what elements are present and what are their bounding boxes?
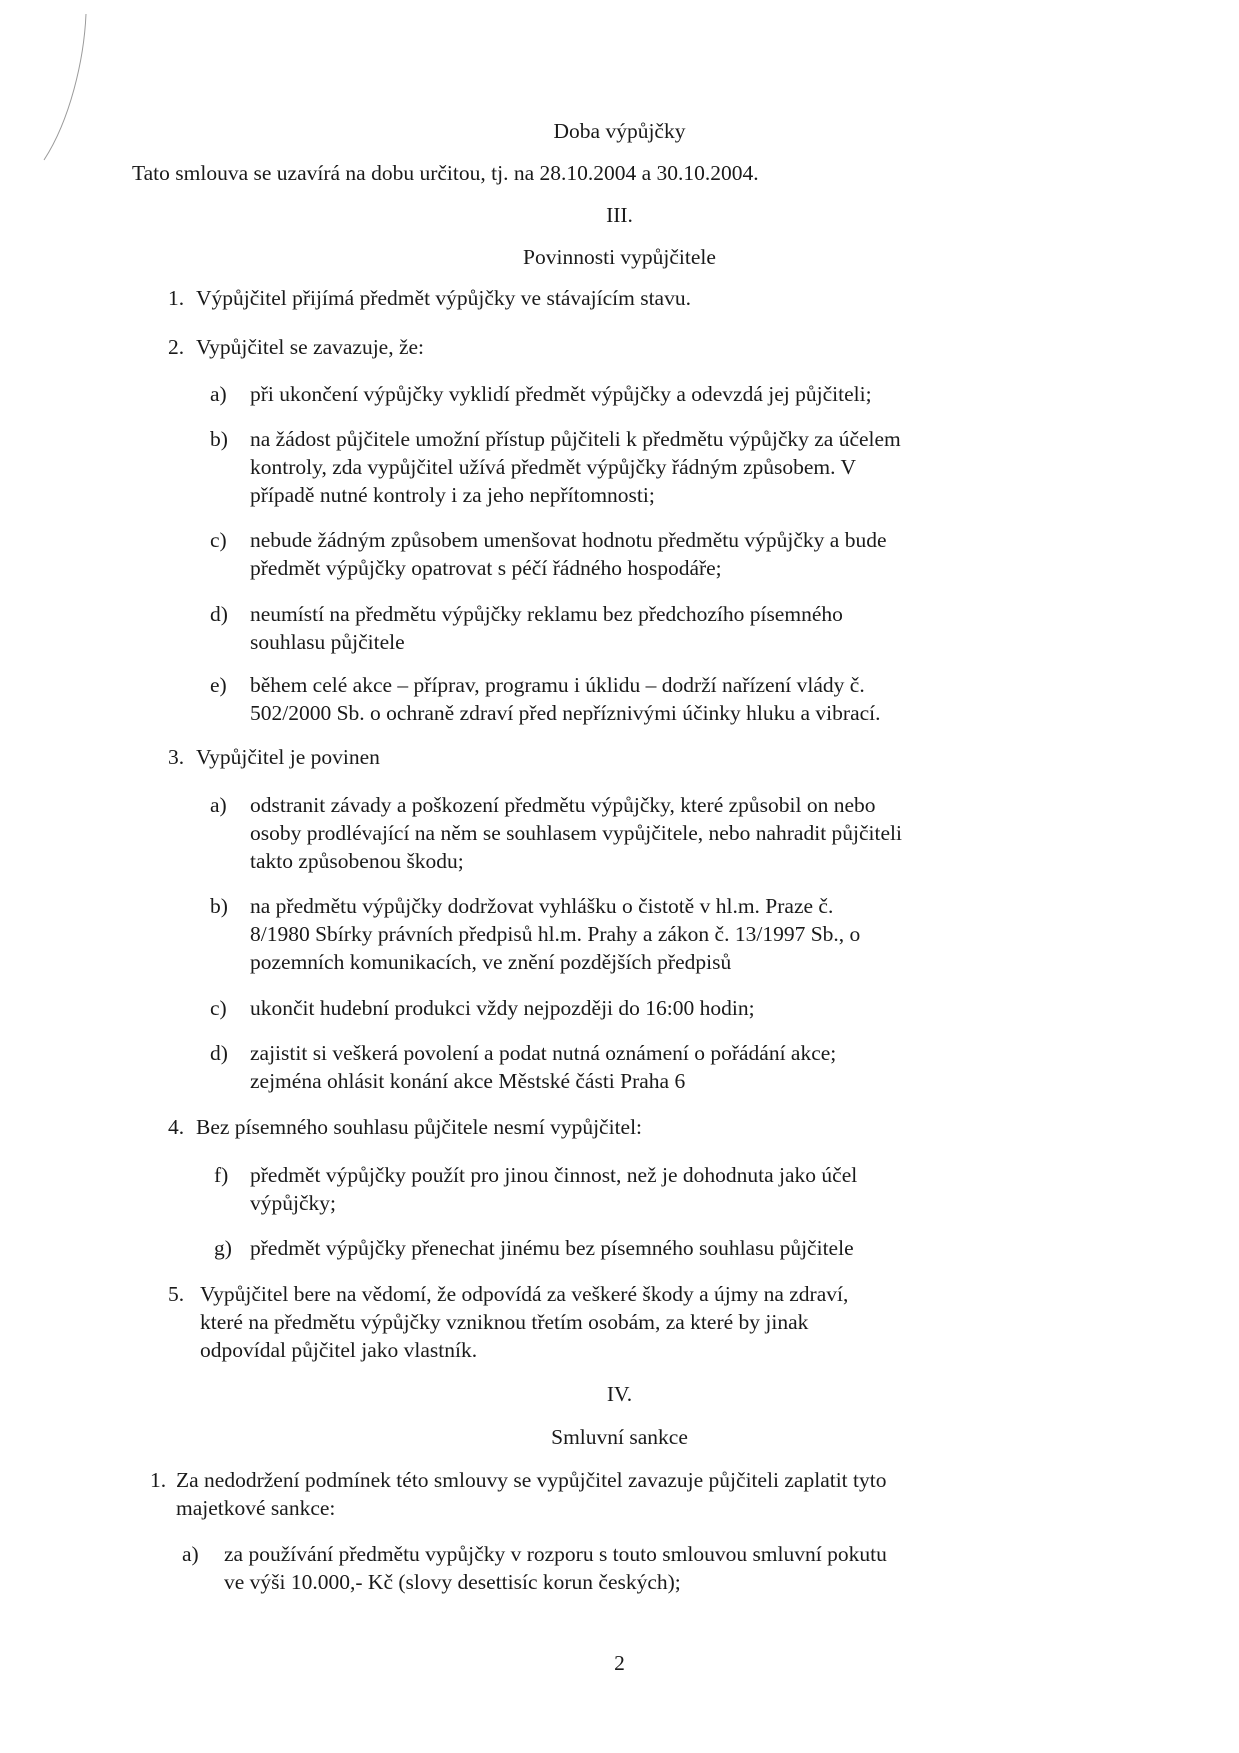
item-line: výpůjčky; <box>250 1191 336 1215</box>
item-line: zejména ohlásit konání akce Městské části Praha 6 <box>250 1069 686 1093</box>
item-line: kontroly, zda vypůjčitel užívá předmět výpůjčky řádným způsobem. V <box>250 455 857 479</box>
item-line: při ukončení výpůjčky vyklidí předmět výpůjčky a odevzdá jej půjčiteli; <box>250 382 872 406</box>
item-label: f) <box>214 1163 229 1187</box>
paragraph-number: 2. <box>168 335 185 359</box>
item-label: a) <box>210 382 227 406</box>
item-line: 502/2000 Sb. o ochraně zdraví před nepříznivými účinky hluku a vibrací. <box>250 701 881 725</box>
page-number: 2 <box>614 1651 625 1675</box>
item-line: ve výši 10.000,- Kč (slovy desettisíc korun českých); <box>224 1570 681 1594</box>
paragraph-number: 5. <box>168 1282 185 1306</box>
item-label: d) <box>210 602 228 626</box>
paragraph-text: Bez písemného souhlasu půjčitele nesmí vypůjčitel: <box>196 1115 643 1139</box>
paragraph-line: které na předmětu výpůjčky vzniknou třetím osobám, za které by jinak <box>200 1310 809 1334</box>
section-heading-povinnosti: Povinnosti vypůjčitele <box>523 245 716 269</box>
section-heading-smluvni-sankce: Smluvní sankce <box>551 1425 688 1449</box>
item-label: g) <box>214 1236 232 1260</box>
paragraph-number: 3. <box>168 745 185 769</box>
paragraph-text: Vypůjčitel se zavazuje, že: <box>196 335 425 359</box>
section-number-iii: III. <box>606 203 633 227</box>
item-line: osoby prodlévající na něm se souhlasem vypůjčitele, nebo nahradit půjčiteli <box>250 821 902 845</box>
item-line: předmět výpůjčky použít pro jinou činnost, než je dohodnuta jako účel <box>250 1163 858 1187</box>
item-line: neumístí na předmětu výpůjčky reklamu bez předchozího písemného <box>250 602 843 626</box>
item-line: předmět výpůjčky opatrovat s péčí řádného hospodáře; <box>250 556 722 580</box>
paragraph-number: 1. <box>150 1468 167 1492</box>
item-line: takto způsobenou škodu; <box>250 849 464 873</box>
section-heading-doba-vypujcky: Doba výpůjčky <box>553 119 686 143</box>
item-line: pozemních komunikacích, ve znění pozdějších předpisů <box>250 950 732 974</box>
item-line: na žádost půjčitele umožní přístup půjčiteli k předmětu výpůjčky za účelem <box>250 427 901 451</box>
item-line: zajistit si veškerá povolení a podat nutná oznámení o pořádání akce; <box>250 1041 837 1065</box>
item-line: odstranit závady a poškození předmětu výpůjčky, které způsobil on nebo <box>250 793 876 817</box>
item-label: b) <box>210 427 228 451</box>
item-line: za používání předmětu vypůjčky v rozporu s touto smlouvou smluvní pokutu <box>224 1542 887 1566</box>
item-label: c) <box>210 996 227 1020</box>
item-label: e) <box>210 673 227 697</box>
item-label: c) <box>210 528 227 552</box>
paragraph-line: odpovídal půjčitel jako vlastník. <box>200 1338 478 1362</box>
item-line: ukončit hudební produkci vždy nejpozději do 16:00 hodin; <box>250 996 755 1020</box>
paragraph-number: 1. <box>168 286 185 310</box>
item-label: b) <box>210 894 228 918</box>
section-number-iv: IV. <box>606 1382 633 1406</box>
paragraph-number: 4. <box>168 1115 185 1139</box>
paragraph-line: Za nedodržení podmínek této smlouvy se vypůjčitel zavazuje půjčiteli zaplatit tyto <box>176 1468 887 1492</box>
item-line: 8/1980 Sbírky právních předpisů hl.m. Prahy a zákon č. 13/1997 Sb., o <box>250 922 861 946</box>
item-line: během celé akce – příprav, programu i úklidu – dodrží nařízení vlády č. <box>250 673 865 697</box>
item-line: nebude žádným způsobem umenšovat hodnotu předmětu výpůjčky a bude <box>250 528 887 552</box>
paragraph-line: Vypůjčitel bere na vědomí, že odpovídá za veškeré škody a újmy na zdraví, <box>200 1282 849 1306</box>
item-label: a) <box>182 1542 199 1566</box>
paragraph-line: majetkové sankce: <box>176 1496 336 1520</box>
paragraph-text: Vypůjčitel je povinen <box>196 745 380 769</box>
item-line: na předmětu výpůjčky dodržovat vyhlášku o čistotě v hl.m. Praze č. <box>250 894 834 918</box>
item-line: předmět výpůjčky přenechat jinému bez písemného souhlasu půjčitele <box>250 1236 854 1260</box>
item-label: a) <box>210 793 227 817</box>
item-label: d) <box>210 1041 228 1065</box>
paragraph-text: Výpůjčitel přijímá předmět výpůjčky ve stávajícím stavu. <box>196 286 691 310</box>
item-line: souhlasu půjčitele <box>250 630 405 654</box>
contract-period-text: Tato smlouva se uzavírá na dobu určitou, tj. na 28.10.2004 a 30.10.2004. <box>132 161 759 185</box>
item-line: případě nutné kontroly i za jeho nepřítomnosti; <box>250 483 655 507</box>
